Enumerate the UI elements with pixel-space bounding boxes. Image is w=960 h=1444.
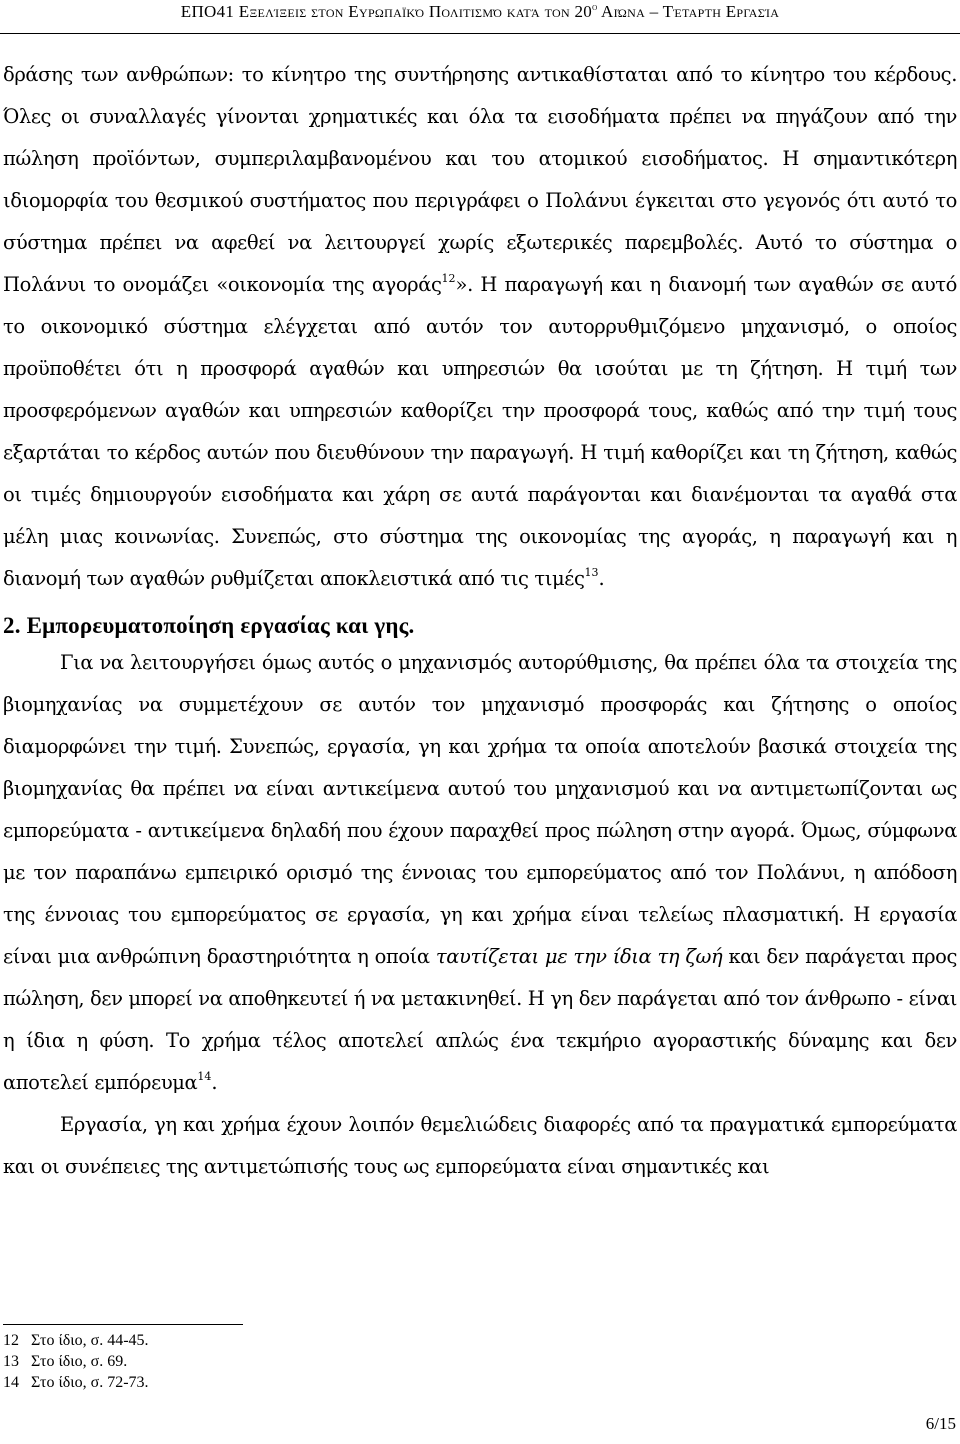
footnote-ref-12: 12 [441,272,456,285]
footnote-text: Στο ίδιο, σ. 69. [31,1353,128,1370]
paragraph-commodification: Για να λειτουργήσει όμως αυτός ο μηχανισμός αυτορύθμισης, θα πρέπει όλα τα στοιχεία της βιομηχανίας να συμμετέχουν σε αυτόν τον μηχανισμό προσφοράς και ζήτησης ο οποίος διαμορφώνει την τιμή. Συνεπώς, εργασία, γη και χρήμα τα οποία αποτελούν βασικά στοιχεία της βιομηχανίας θα πρέπει να είναι αντικείμενα αυτού του μηχανισμού και να αντιμετωπίζονται ως εμπορεύματα - αντικείμενα δηλαδή που έχουν παραχθεί προς πώληση στην αγορά. Όμως, σύμφωνα με τον παραπάνω εμπειρικό ορισμό της έννοιας του εμπορεύματος από τον Πολάνυι, η απόδοση της έννοιας του εμπορεύματος σε εργασία, γη και χρήμα είναι τελείως πλασματική. Η εργασία είναι μια ανθρώπινη δραστηριότητα η οποία ταυτίζεται με την ίδια τη ζωή και δεν παράγεται προς πώληση, δεν μπορεί να αποθηκευτεί ή να μετακινηθεί. Η γη δεν παράγεται από τον άνθρωπο - είναι η ίδια η φύση. Το χρήμα τέλος αποτελεί απλώς ένα τεκμήριο αγοραστικής δύναμης και δεν αποτελεί εμπόρευμα$^{14}$. [3,651,957,1094]
footnote-item [3,1351,503,1372]
body-text [3,54,957,1188]
paragraph-differences: Εργασία, γη και χρήμα έχουν λοιπόν θεμελιώδεις διαφορές από τα πραγματικά εμπορεύματα και οι συνέπειες της αντιμετώπισής τους ως εμπορεύματα είναι σημαντικές και [3,1113,957,1178]
italic-phrase: ταυτίζεται με την ίδια τη ζωή [435,945,723,968]
course-code: ΕΠΟ41 [180,2,239,21]
footnote-text: Στο ίδιο, σ. 72-73. [31,1374,149,1391]
footnote-item [3,1330,503,1351]
ordinal-superscript: ο [592,2,598,13]
running-header [0,2,960,22]
footnotes [3,1330,503,1393]
footnote-ref-14: 14 [197,1070,212,1083]
paragraph-continuation: δράσης των ανθρώπων: το κίνητρο της συντήρησης αντικαθίσταται από το κίνητρο του κέρδους. Όλες οι συναλλαγές γίνονται χρηματικές και όλα τα εισοδήματα πρέπει να πηγάζουν από την πώληση προϊόντων, συμπεριλαμβανομένου και του ατομικού εισοδήματος. Η σημαντικότερη ιδιομορφία του θεσμικού συστήματος που περιγράφει ο Πολάνυι έγκειται στο γεγονός ότι αυτό το σύστημα πρέπει να αφεθεί να λειτουργεί χωρίς εξωτερικές παρεμβολές. Αυτό το σύστημα ο Πολάνυι το ονομάζει «οικονομία της αγοράς$^{12}$». Η παραγωγή και η διανομή των αγαθών σε αυτό το οικονομικό σύστημα ελέγχεται από αυτόν τον αυτορρυθμιζόμενο μηχανισμό, ο οποίος προϋποθέτει ότι η προσφορά αγαθών και υπηρεσιών θα ισούται με τη ζήτηση. Η τιμή των προσφερόμενων αγαθών και υπηρεσιών καθορίζει την προσφορά τους, καθώς από την τιμή τους εξαρτάται το κέρδος αυτών που διευθύνουν την παραγωγή. Η τιμή καθορίζει και τη ζήτηση, καθώς οι τιμές δημιουργούν εισοδήματα και χάρη σε αυτά παράγονται και διανέμονται τα αγαθά στα μέλη μιας κοινωνίας. Συνεπώς, στο σύστημα της οικονομίας της αγοράς, η παραγωγή και η διανομή των αγαθών ρυθμίζεται αποκλειστικά από τις τιμές$^{13}$. [3,63,957,590]
footnote-number: 13 [3,1353,19,1370]
section-heading: 2. Εμπορευματοποίηση εργασίας και γης. [3,613,415,638]
footnote-ref-13: 13 [584,566,599,579]
header-title: Εξελίξεις στον Ευρωπαϊκό Πολιτισμό κατά τον $20^o$ Αιώνα – Τέταρτη Εργασία [238,2,780,21]
footnote-number: 14 [3,1374,19,1391]
footnote-number: 12 [3,1332,19,1349]
footnote-text: Στο ίδιο, σ. 44-45. [31,1332,149,1349]
header-rule [0,33,960,34]
page-number: 6/15 [925,1414,956,1433]
footnote-rule [3,1324,243,1325]
footnote-item [3,1372,503,1393]
